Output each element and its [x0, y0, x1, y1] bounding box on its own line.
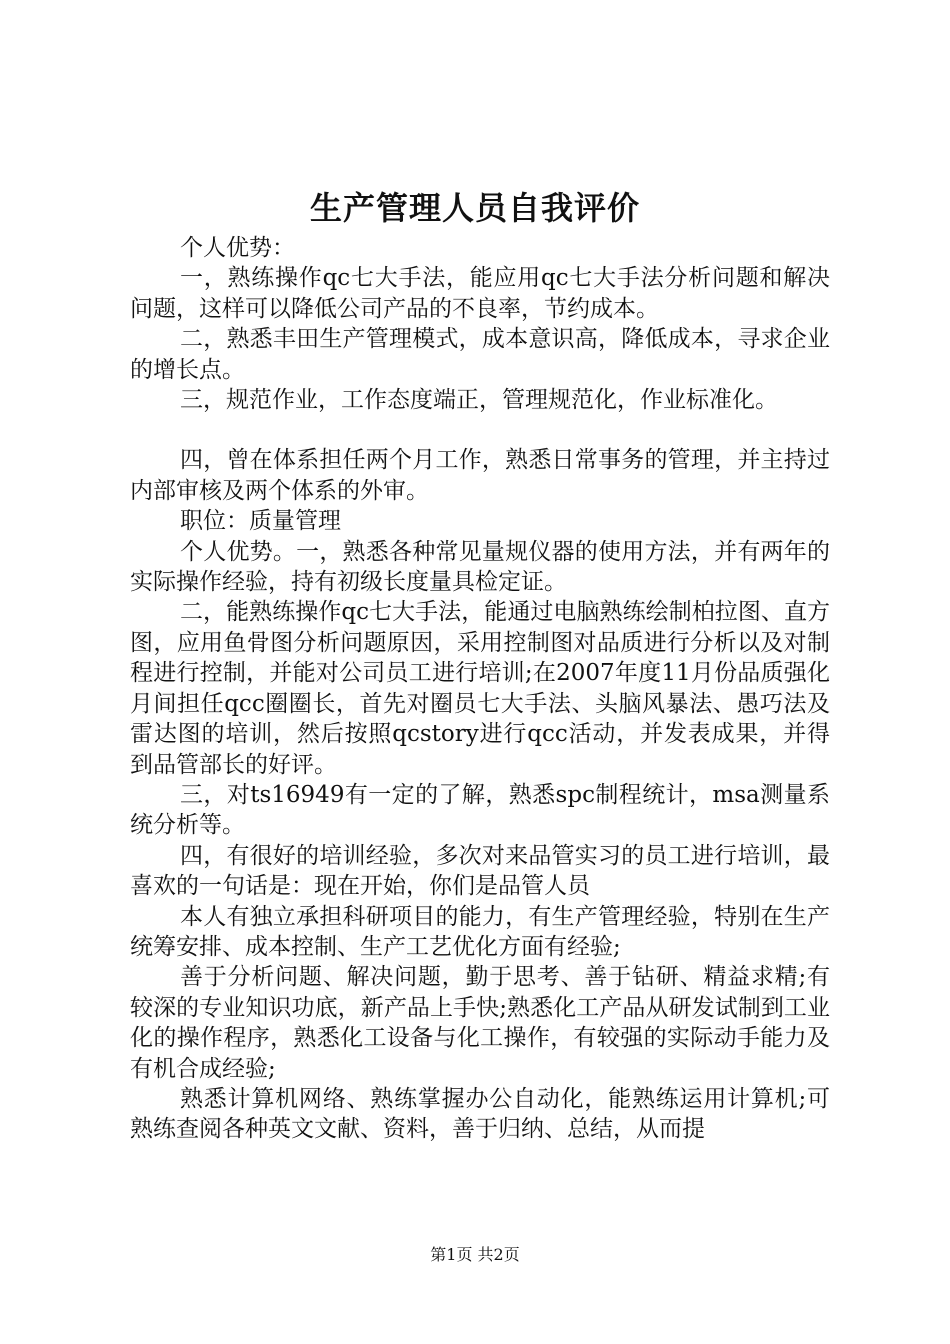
paragraph: 一，熟练操作qc七大手法，能应用qc七大手法分析问题和解决问题，这样可以降低公司产品的不良率，节约成本。 — [130, 265, 830, 322]
paragraph: 熟悉计算机网络、熟练掌握办公自动化，能熟练运用计算机;可熟练查阅各种英文文献、资料，善于归纳、总结，从而提 — [130, 1085, 830, 1143]
page-indicator: 第1页 共2页 — [430, 1245, 520, 1264]
paragraph: 四，有很好的培训经验，多次对来品管实习的员工进行培训，最喜欢的一句话是：现在开始，你们是品管人员 — [130, 842, 830, 900]
paragraph: 三，对ts16949有一定的了解，熟悉spc制程统计，msa测量系统分析等。 — [130, 781, 830, 839]
paragraph: 个人优势： — [180, 235, 295, 261]
paragraph: 本人有独立承担科研项目的能力，有生产管理经验，特别在生产统筹安排、成本控制、生产工艺优化方面有经验; — [130, 903, 830, 960]
paragraph: 三，规范作业，工作态度端正，管理规范化，作业标准化。 — [180, 387, 778, 414]
paragraph: 善于分析问题、解决问题，勤于思考、善于钻研、精益求精;有较深的专业知识功底，新产品上手快;熟悉化工产品从研发试制到工业化的操作程序，熟悉化工设备与化工操作，有较强的实际动手能力及有机合成经验; — [130, 964, 830, 1082]
document-title: 生产管理人员自我评价 — [309, 189, 640, 227]
paragraph: 四，曾在体系担任两个月工作，熟悉日常事务的管理，并主持过内部审核及两个体系的外审。 — [130, 447, 830, 504]
paragraph: 二，能熟练操作qc七大手法，能通过电脑熟练绘制柏拉图、直方图，应用鱼骨图分析问题原因，采用控制图对品质进行分析以及对制程进行控制，并能对公司员工进行培训;在2007年度11月份品质强化月间担任qcc圈圈长，首先对圈员七大手法、头脑风暴法、愚巧法及雷达图的培训，然后按照qcstory进行qcc活动，并发表成果，并得到品管部长的好评。 — [130, 599, 830, 778]
document-body — [130, 233, 830, 1145]
paragraph: 二，熟悉丰田生产管理模式，成本意识高，降低成本，寻求企业的增长点。 — [130, 326, 830, 383]
paragraph: 个人优势。一，熟悉各种常见量规仪器的使用方法，并有两年的实际操作经验，持有初级长度量具检定证。 — [130, 538, 830, 596]
paragraph: 职位：质量管理 — [180, 508, 341, 535]
